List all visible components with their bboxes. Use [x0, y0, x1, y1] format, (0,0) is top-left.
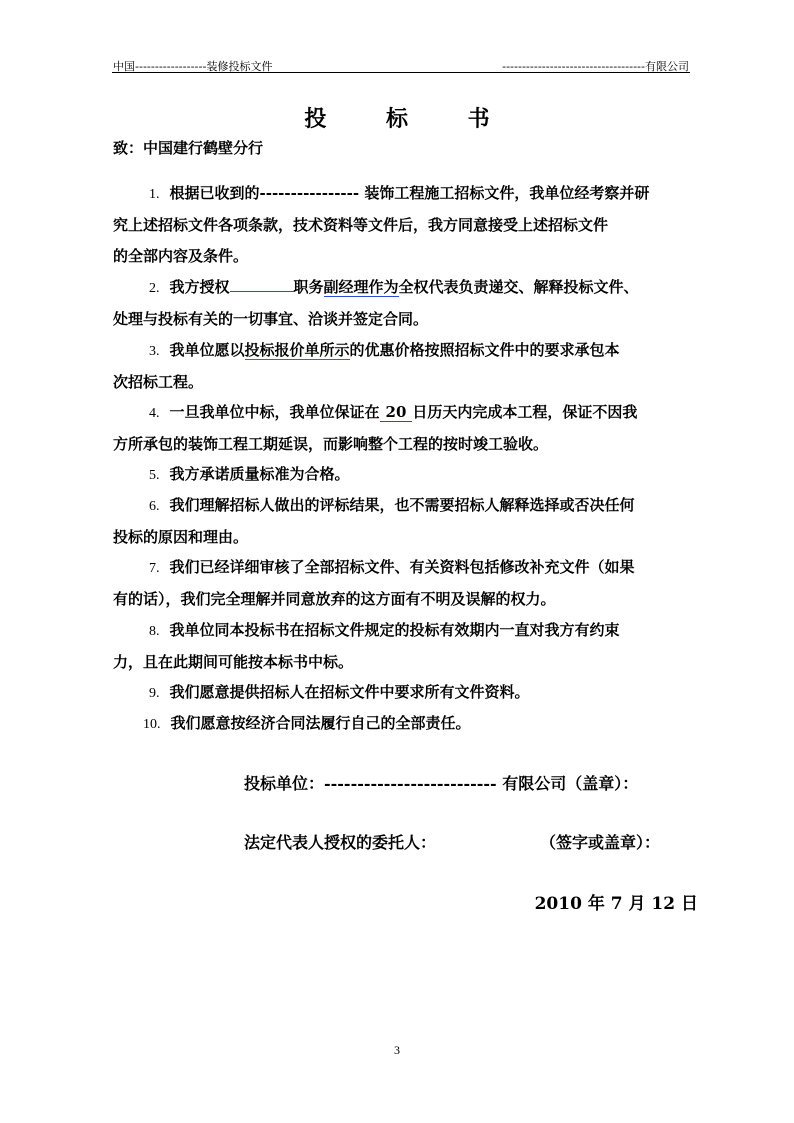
paragraph-text: 力，且在此期间可能按本标书中标。 [113, 653, 354, 671]
paragraph-1 [113, 178, 683, 272]
paragraph-number: 5. [149, 468, 160, 483]
paragraph-text: 根据已收到的---------------- 装饰工程施工招标文件，我单位经考察并研 [169, 184, 650, 202]
paragraph-6 [113, 490, 683, 553]
paragraph-text: 全权代表负责递交、解释投标文件、 [398, 278, 639, 296]
paragraph-text: 次招标工程。 [113, 373, 204, 391]
paragraph-text: 究上述招标文件各项条款，技术资料等文件后，我方同意接受上述招标文件 [113, 216, 609, 234]
paragraph-text: 投标的原因和理由。 [113, 528, 249, 546]
paragraph-text: 的优惠价格按照招标文件中的要求承包本 [349, 341, 620, 359]
paragraph-text: 我们愿意提供招标人在招标文件中要求所有文件资料。 [169, 683, 530, 701]
page-number: 3 [394, 1043, 400, 1057]
document-date: 2010 年 7 月 12 日 [534, 894, 698, 914]
paragraph-number: 3. [149, 344, 160, 359]
paragraph-text: 日历天内完成本工程，保证不因我 [412, 403, 638, 421]
paragraph-text: 我方承诺质量标准为合格。 [169, 465, 350, 483]
paragraph-text: 一旦我单位中标，我单位保证在 [169, 403, 380, 421]
paragraph-text: 有的话），我们完全理解并同意放弃的这方面有不明及误解的权力。 [113, 590, 556, 608]
paragraph-3 [113, 335, 683, 398]
price-reference-underlined: 投标报价单所示 [244, 341, 350, 359]
paragraph-7 [113, 552, 683, 615]
header-left: 中国------------------装修投标文件 [113, 60, 273, 73]
header-right: ------------------------------------有限公司 [502, 60, 689, 73]
paragraph-number: 10. [143, 717, 161, 732]
days-value: 20 [380, 403, 413, 422]
paragraph-text: 的全部内容及条件。 [113, 247, 249, 265]
name-blank [230, 277, 294, 292]
authorized-rep-label: 法定代表人授权的委托人： [244, 833, 437, 852]
paragraph-text: 我们已经详细审核了全部招标文件、有关资料包括修改补充文件（如果 [169, 558, 635, 576]
paragraph-text: 职务 [293, 278, 324, 296]
header-rule [112, 72, 690, 73]
position-underlined: 副经理作为 [323, 278, 399, 296]
paragraph-4 [113, 397, 683, 460]
paragraph-number: 1. [149, 187, 160, 202]
document-title: 投 标 书 [304, 106, 516, 132]
authorized-rep-line [244, 830, 660, 853]
paragraph-number: 9. [149, 686, 160, 701]
paragraph-text: 处理与投标有关的一切事宜、洽谈并签定合同。 [113, 310, 429, 328]
paragraph-10 [113, 708, 683, 740]
paragraph-5 [113, 459, 683, 491]
addressee: 致：中国建行鹤壁分行 [113, 139, 264, 157]
paragraph-number: 4. [149, 406, 160, 421]
paragraph-number: 2. [149, 281, 160, 296]
authorized-rep-suffix: （签字或盖章）： [540, 833, 661, 852]
paragraph-text: 我们理解招标人做出的评标结果，也不需要招标人解释选择或否决任何 [169, 496, 635, 514]
bidder-unit-line: 投标单位：-------------------------- 有限公司（盖章）： [244, 774, 639, 793]
paragraph-number: 8. [149, 624, 160, 639]
paragraph-2 [113, 272, 683, 335]
paragraph-number: 6. [149, 499, 160, 514]
paragraph-number: 7. [149, 561, 160, 576]
paragraph-8 [113, 615, 683, 678]
paragraph-text: 我单位愿以 [169, 341, 245, 359]
paragraph-text: 方所承包的装饰工程工期延误，而影响整个工程的按时竣工验收。 [113, 435, 549, 453]
paragraph-9 [113, 677, 683, 709]
paragraph-text: 我方授权 [169, 278, 230, 296]
paragraph-text: 我们愿意按经济合同法履行自己的全部责任。 [170, 714, 471, 732]
paragraph-text: 我单位同本投标书在招标文件规定的投标有效期内一直对我方有约束 [169, 621, 620, 639]
